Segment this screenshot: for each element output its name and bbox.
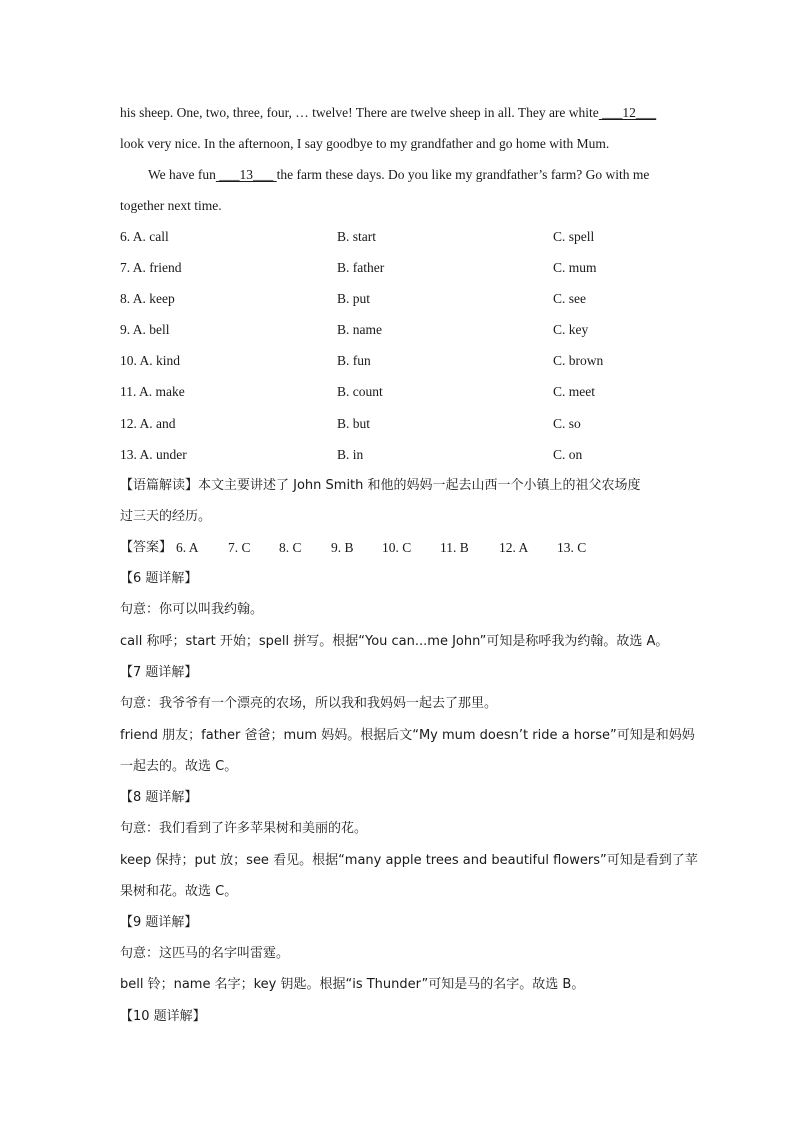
option-b: B. count xyxy=(337,384,383,399)
answer-item: 13. C xyxy=(557,540,587,555)
option-b: B. put xyxy=(337,291,371,306)
detail-line: 句意：这匹马的名字叫雷霆。 xyxy=(120,946,290,961)
answer-item: 10. C xyxy=(382,540,412,555)
detail-line: call 称呼；start 开始；spell 拼写。根据“You can...me John”可知是称呼我为约翰。故选 A。 xyxy=(120,634,669,649)
passage-line-3 xyxy=(148,166,649,184)
detail-line: 果树和花。故选 C。 xyxy=(120,884,238,899)
option-a: 11. A. make xyxy=(120,384,185,399)
option-a: 10. A. kind xyxy=(120,353,181,368)
passage-text: the farm these days. Do you like my grandfather’s farm? Go with me xyxy=(276,167,650,182)
option-c: C. on xyxy=(553,447,583,462)
answer-item: 12. A xyxy=(499,540,529,555)
detail-line: bell 铃；name 名字；key 钥匙。根据“is Thunder”可知是马的名字。故选 B。 xyxy=(120,977,585,992)
passage-line-1 xyxy=(120,104,656,122)
passage-line-4: together next time. xyxy=(120,198,222,213)
option-b: B. in xyxy=(337,447,364,462)
blank-13: ___13___ xyxy=(215,167,277,182)
option-a: 7. A. friend xyxy=(120,260,182,275)
option-a: 9. A. bell xyxy=(120,322,170,337)
detail-heading-7: 【7 题详解】 xyxy=(120,665,198,680)
answer-item: 8. C xyxy=(279,540,302,555)
option-c: C. brown xyxy=(553,353,604,368)
answer-item: 11. B xyxy=(440,540,469,555)
option-a: 8. A. keep xyxy=(120,291,175,306)
option-b: B. name xyxy=(337,322,382,337)
answer-item: 9. B xyxy=(331,540,354,555)
detail-heading-6: 【6 题详解】 xyxy=(120,571,198,586)
passage-line-2: look very nice. In the afternoon, I say goodbye to my grandfather and go home with Mum. xyxy=(120,136,610,151)
passage-text: We have fun xyxy=(148,167,216,182)
option-b: B. but xyxy=(337,416,371,431)
detail-line: friend 朋友；father 爸爸；mum 妈妈。根据后文“My mum doesn’t ride a horse”可知是和妈妈 xyxy=(120,728,695,743)
option-b: B. start xyxy=(337,229,376,244)
detail-line: 句意：我们看到了许多苹果树和美丽的花。 xyxy=(120,821,368,836)
passage-text: his sheep. One, two, three, four, … twelve! There are twelve sheep in all. They are white xyxy=(120,105,599,120)
reading-summary-line-1: 【语篇解读】本文主要讲述了 John Smith 和他的妈妈一起去山西一个小镇上的祖父农场度 xyxy=(120,478,641,493)
option-c: C. see xyxy=(553,291,586,306)
detail-heading-9: 【9 题详解】 xyxy=(120,915,198,930)
answer-item: 6. A xyxy=(176,540,199,555)
detail-heading-10: 【10 题详解】 xyxy=(120,1009,206,1024)
reading-summary-line-2: 过三天的经历。 xyxy=(120,509,212,524)
detail-line: 句意：我爷爷有一个漂亮的农场，所以我和我妈妈一起去了那里。 xyxy=(120,696,498,711)
answer-item: 7. C xyxy=(228,540,251,555)
detail-line: keep 保持；put 放；see 看见。根据“many apple trees and beautiful flowers”可知是看到了苹 xyxy=(120,853,698,868)
option-c: C. mum xyxy=(553,260,597,275)
blank-12: ___12___ xyxy=(598,105,657,120)
option-b: B. fun xyxy=(337,353,371,368)
option-a: 13. A. under xyxy=(120,447,187,462)
option-c: C. meet xyxy=(553,384,595,399)
detail-line: 句意：你可以叫我约翰。 xyxy=(120,602,264,617)
option-b: B. father xyxy=(337,260,385,275)
option-c: C. so xyxy=(553,416,581,431)
detail-line: 一起去的。故选 C。 xyxy=(120,759,238,774)
detail-heading-8: 【8 题详解】 xyxy=(120,790,198,805)
option-c: C. spell xyxy=(553,229,595,244)
option-c: C. key xyxy=(553,322,589,337)
option-a: 6. A. call xyxy=(120,229,169,244)
option-a: 12. A. and xyxy=(120,416,176,431)
answer-label: 【答案】 xyxy=(120,540,173,555)
